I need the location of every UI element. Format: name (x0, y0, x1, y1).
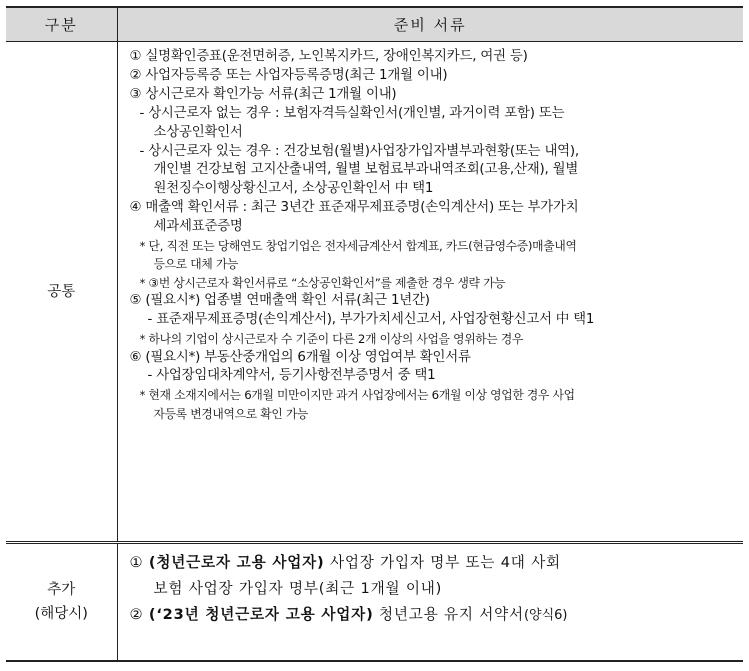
extra-item-1 (130, 550, 738, 576)
common-note-line: * ③번 상시근로자 확인서류로 “소상공인확인서”를 제출한 경우 생략 가능 (139, 275, 506, 290)
extra-item-1-condition: (청년근로자 고용 사업자) (148, 554, 325, 572)
common-note-line: * 단, 직전 또는 당해연도 창업기업은 전자세금계산서 합계표, 카드(현금영수증)매출내역 (139, 239, 577, 254)
common-document-line: ⑤ (필요시*) 업종별 연매출액 확인 서류(최근 1년간) (129, 293, 430, 309)
common-document-line: 소상공인확인서 (153, 124, 243, 140)
common-document-line: - 상시근로자 있는 경우 : 건강보험(월별)사업장가입자별부과현황(또는 내역), (139, 143, 579, 159)
common-label: 공통 (6, 42, 117, 543)
common-note-line: * 현재 소재지에서는 6개월 미만이지만 과거 사업장에서는 6개월 이상 영업한 경우 사업 (139, 388, 575, 403)
header-documents: 준비 서류 (117, 7, 743, 42)
extra-item-1-number: ① (129, 554, 144, 572)
common-document-line: ① 실명확인증표(운전면허증, 노인복지카드, 장애인복지카드, 여권 등) (129, 49, 528, 64)
table-header-row (6, 7, 743, 42)
extra-label-line2: (해당시) (34, 606, 88, 623)
extra-item-2-form: (양식6) (523, 608, 568, 624)
extra-item-2-text: 청년고용 유지 서약서 (373, 606, 524, 624)
extra-item-2-condition: (‘23년 청년근로자 고용 사업자) (148, 606, 374, 624)
extra-item-2-number: ② (129, 606, 144, 624)
extra-label-line1: 추가 (47, 582, 76, 599)
common-document-line: - 상시근로자 없는 경우 : 보험자격득실확인서(개인별, 과거이력 포함) 또는 (139, 105, 565, 121)
extra-item-1-text: 사업장 가입자 명부 또는 4대 사회 (324, 554, 561, 572)
common-note-line: * 하나의 기업이 상시근로자 수 기준이 다른 2개 이상의 사업을 영위하는 경우 (139, 332, 524, 347)
common-document-line: - 표준재무제표증명(손익계산서), 부가가치세신고서, 사업장현황신고서 中 택1 (147, 312, 595, 328)
common-note-line: 등으로 대체 가능 (153, 257, 239, 272)
common-document-line: ④ 매출액 확인서류 : 최근 3년간 표준재무제표증명(손익계산서) 또는 부가가치 (129, 200, 579, 216)
required-documents-table (6, 6, 743, 662)
common-document-line: ② 사업자등록증 또는 사업자등록증명(최근 1개월 이내) (129, 67, 448, 83)
common-document-line: ③ 상시근로자 확인가능 서류(최근 1개월 이내) (129, 86, 397, 102)
common-document-line: ⑥ (필요시*) 부동산중개업의 6개월 이상 영업여부 확인서류 (129, 349, 471, 365)
extra-item-1-continued: 보험 사업장 가입자 명부(최근 1개월 이내) (153, 580, 443, 598)
common-document-line: 세과세표준증명 (153, 219, 243, 235)
extra-label (6, 543, 117, 661)
extra-documents (117, 543, 743, 661)
common-document-line: 원천징수이행상황신고서, 소상공인확인서 中 택1 (153, 181, 434, 197)
common-document-line: - 사업장임대차계약서, 등기사항전부증명서 중 택1 (147, 368, 436, 384)
common-note-line: 자등록 변경내역으로 확인 가능 (153, 406, 309, 421)
common-row (6, 42, 743, 543)
common-document-line: 개인별 건강보험 고지산출내역, 월별 보험료부과내역조회(고용,산재), 월별 (153, 162, 579, 178)
extra-item-2 (130, 602, 738, 629)
header-category: 구분 (6, 7, 117, 42)
common-lines (130, 48, 738, 423)
common-documents (117, 42, 743, 543)
extra-row (6, 543, 743, 661)
